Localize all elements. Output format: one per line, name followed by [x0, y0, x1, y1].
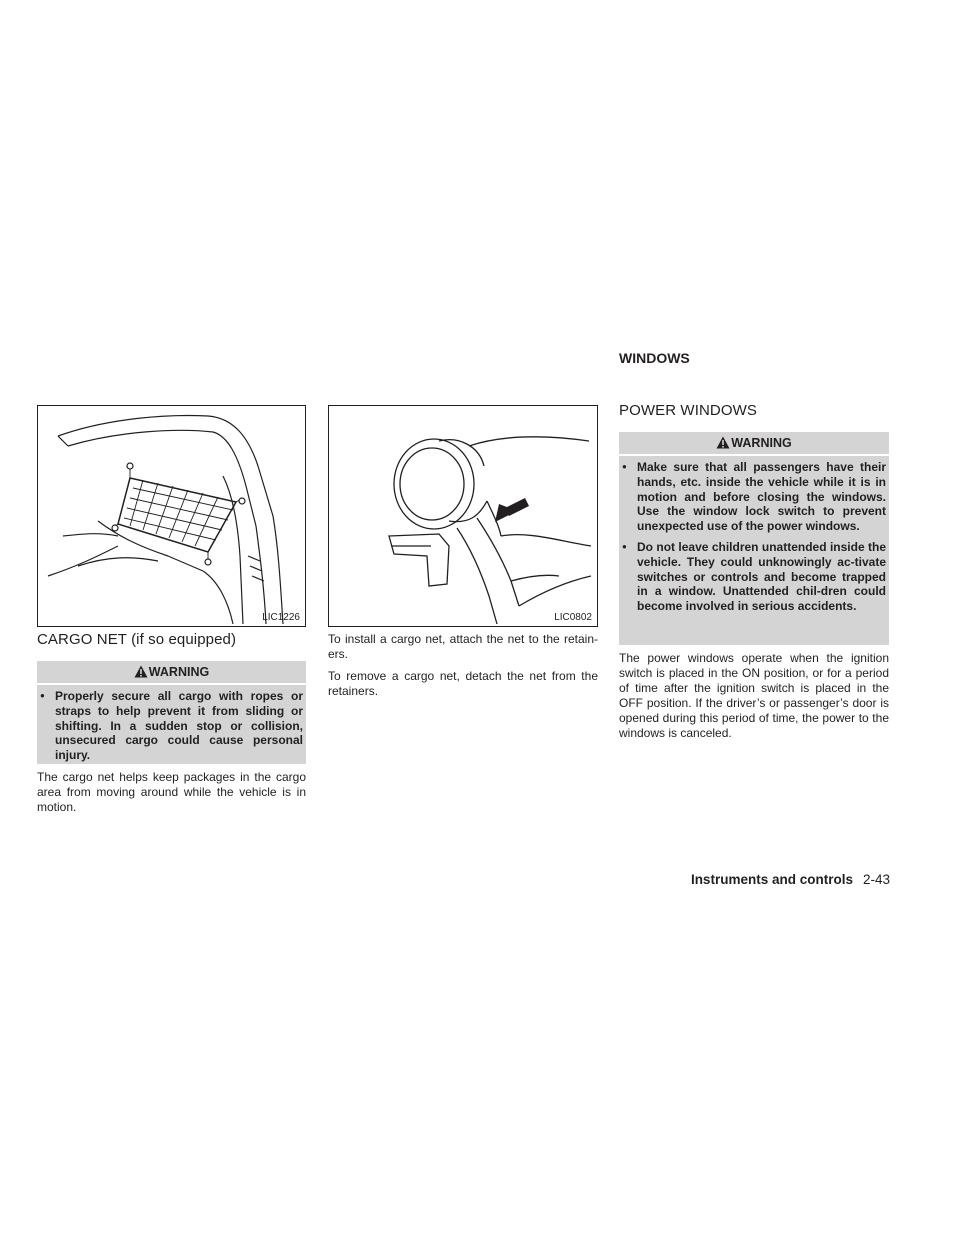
- cargo-net-retainer-illustration: [328, 405, 598, 627]
- section-title: WINDOWS: [619, 350, 690, 366]
- figure-code: LIC1226: [262, 612, 300, 623]
- cargo-net-illustration: [37, 405, 306, 627]
- warning-list: [37, 685, 306, 767]
- remove-instructions: To remove a cargo net, detach the net from the retainers.: [328, 669, 598, 698]
- warning-item: ● Do not leave children unattended inside the vehicle. They could unknowingly ac-tivate switches or controls and become trapped in a window. Unattended chil-dren could become involved in serious accidents.: [619, 540, 886, 614]
- page-footer: [691, 872, 890, 887]
- power-windows-heading: POWER WINDOWS: [619, 402, 757, 419]
- warning-header: [619, 432, 889, 456]
- power-windows-description: The power windows operate when the ignition switch is placed in the ON position, or for a period of time after the ignition switch is placed in the OFF position. If the driver’s or passenger’s door is opened during this period of time, the power to the windows is canceled.: [619, 651, 889, 740]
- warning-list: [619, 456, 889, 618]
- footer-section-name: Instruments and controls: [690, 872, 853, 887]
- cargo-net-heading: CARGO NET (if so equipped): [37, 631, 237, 648]
- page-number: 2-43: [862, 872, 890, 887]
- warning-title: WARNING: [148, 665, 210, 679]
- warning-item: ● Make sure that all passengers have their hands, etc. inside the vehicle while it is in motion and before closing the windows. Use the window lock switch to prevent unexpected use of the power windows.: [619, 460, 886, 534]
- retainer-drawing: [329, 406, 597, 626]
- cargo-net-drawing: [38, 406, 305, 626]
- cargo-net-warning: [37, 661, 306, 764]
- warning-title: WARNING: [731, 436, 792, 450]
- cargo-net-description: The cargo net helps keep packages in the cargo area from moving around while the vehicle is in motion.: [37, 770, 306, 814]
- power-windows-warning: [619, 432, 889, 645]
- install-instructions: To install a cargo net, attach the net to the retain-ers.: [328, 632, 598, 661]
- warning-triangle-icon: [134, 663, 148, 685]
- warning-header: [37, 661, 306, 685]
- warning-item: ● Properly secure all cargo with ropes or straps to help prevent it from sliding or shifting. In a sudden stop or collision, unsecured cargo could cause personal injury.: [37, 689, 303, 763]
- figure-code: LIC0802: [554, 612, 592, 623]
- warning-triangle-icon: [716, 434, 730, 456]
